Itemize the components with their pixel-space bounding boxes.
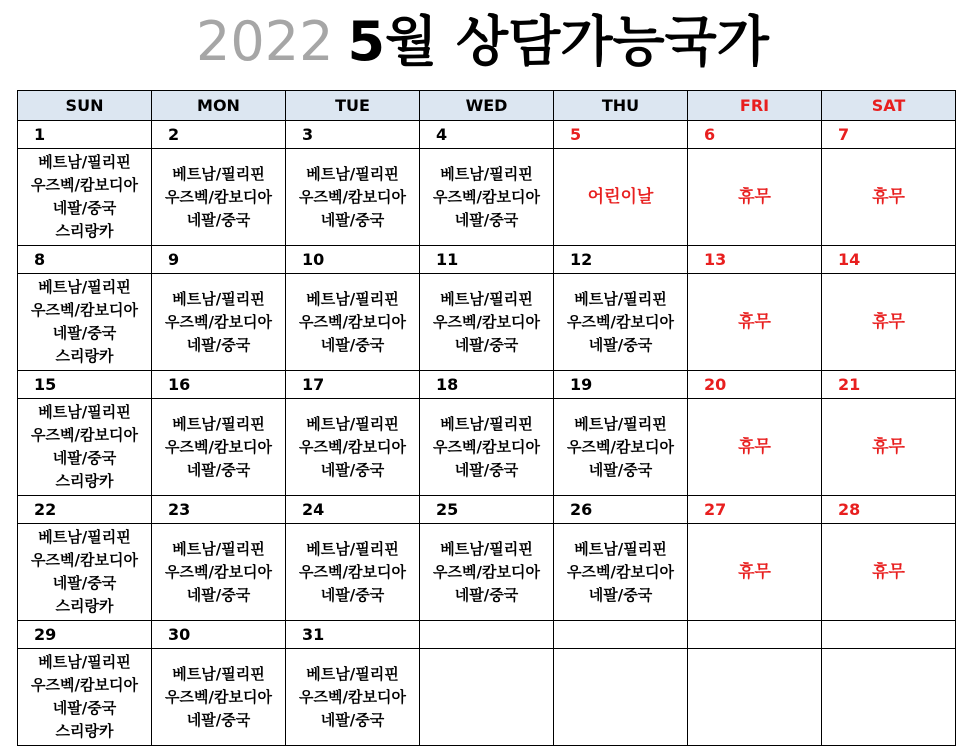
day-cell: [420, 524, 554, 621]
date-number: 31: [286, 621, 420, 649]
date-number: 17: [286, 371, 420, 399]
country-line: 베트남/필리핀: [172, 164, 265, 183]
date-number: 2: [152, 121, 286, 149]
date-number: 6: [688, 121, 822, 149]
day-cell: [18, 274, 152, 371]
country-line: 스리랑카: [55, 472, 114, 490]
country-line: 네팔/중국: [52, 324, 117, 342]
date-number: 23: [152, 496, 286, 524]
date-number: 27: [688, 496, 822, 524]
day-content-row: [18, 399, 956, 496]
day-cell: [152, 649, 286, 746]
date-number: [420, 621, 554, 649]
holiday-label: 휴무: [872, 561, 905, 582]
country-line: 네팔/중국: [320, 460, 385, 479]
holiday-label: 휴무: [872, 311, 905, 332]
date-number: 13: [688, 246, 822, 274]
date-number: 5: [554, 121, 688, 149]
holiday-label: 휴무: [738, 561, 771, 582]
date-number: [688, 621, 822, 649]
country-line: 베트남/필리핀: [38, 653, 131, 671]
day-cell: [18, 524, 152, 621]
country-line: 네팔/중국: [186, 710, 251, 729]
day-cell: [420, 399, 554, 496]
country-line: 우즈벡/캄보디아: [165, 312, 272, 331]
country-line: 네팔/중국: [186, 585, 251, 604]
day-cell: [286, 524, 420, 621]
country-line: 베트남/필리핀: [440, 289, 533, 308]
day-cell: [420, 274, 554, 371]
day-cell: [688, 149, 822, 246]
country-line: 베트남/필리핀: [172, 664, 265, 683]
day-cell: [554, 399, 688, 496]
day-cell: [152, 149, 286, 246]
country-line: 우즈벡/캄보디아: [165, 562, 272, 581]
country-line: 베트남/필리핀: [172, 289, 265, 308]
day-cell: [688, 524, 822, 621]
country-line: 베트남/필리핀: [172, 539, 265, 558]
country-line: 베트남/필리핀: [306, 414, 399, 433]
date-number: 21: [822, 371, 956, 399]
country-line: 우즈벡/캄보디아: [433, 437, 540, 456]
date-number: 25: [420, 496, 554, 524]
country-line: 네팔/중국: [52, 574, 117, 592]
day-cell: [822, 149, 956, 246]
country-line: 베트남/필리핀: [440, 414, 533, 433]
country-line: 우즈벡/캄보디아: [299, 562, 406, 581]
country-line: 네팔/중국: [320, 585, 385, 604]
day-cell: [18, 399, 152, 496]
country-line: 네팔/중국: [52, 199, 117, 217]
day-cell: [152, 524, 286, 621]
country-line: 베트남/필리핀: [440, 164, 533, 183]
country-line: 우즈벡/캄보디아: [165, 687, 272, 706]
holiday-label: 휴무: [872, 436, 905, 457]
date-number: 10: [286, 246, 420, 274]
country-line: 베트남/필리핀: [38, 528, 131, 546]
date-number: 22: [18, 496, 152, 524]
day-cell: [420, 649, 554, 746]
country-line: 스리랑카: [55, 222, 114, 240]
country-line: 우즈벡/캄보디아: [299, 187, 406, 206]
day-cell: [822, 274, 956, 371]
date-number: 12: [554, 246, 688, 274]
date-number: 1: [18, 121, 152, 149]
day-cell: [822, 524, 956, 621]
country-line: 네팔/중국: [186, 335, 251, 354]
weekday-header-fri: FRI: [688, 91, 822, 121]
day-content-row: [18, 274, 956, 371]
country-line: 우즈벡/캄보디아: [567, 312, 674, 331]
country-line: 네팔/중국: [454, 585, 519, 604]
holiday-label: 휴무: [738, 186, 771, 207]
country-line: 우즈벡/캄보디아: [299, 687, 406, 706]
day-cell: [18, 149, 152, 246]
page-title: [0, 8, 965, 76]
country-line: 베트남/필리핀: [574, 539, 667, 558]
country-line: 우즈벡/캄보디아: [299, 437, 406, 456]
date-number: [554, 621, 688, 649]
country-line: 베트남/필리핀: [172, 414, 265, 433]
date-number: 14: [822, 246, 956, 274]
weekday-header-wed: WED: [420, 91, 554, 121]
country-line: 네팔/중국: [588, 460, 653, 479]
day-cell: [554, 649, 688, 746]
date-number: 3: [286, 121, 420, 149]
day-cell: [688, 649, 822, 746]
date-number: 29: [18, 621, 152, 649]
country-line: 네팔/중국: [588, 585, 653, 604]
day-cell: [688, 274, 822, 371]
country-line: 베트남/필리핀: [306, 164, 399, 183]
country-line: 네팔/중국: [588, 335, 653, 354]
date-row: [18, 621, 956, 649]
country-line: 베트남/필리핀: [574, 414, 667, 433]
country-line: 베트남/필리핀: [38, 403, 131, 421]
day-cell: [554, 274, 688, 371]
date-row: [18, 121, 956, 149]
date-number: 20: [688, 371, 822, 399]
country-line: 베트남/필리핀: [574, 289, 667, 308]
day-cell: [286, 149, 420, 246]
country-line: 스리랑카: [55, 722, 114, 740]
day-cell: [286, 399, 420, 496]
date-number: 7: [822, 121, 956, 149]
country-line: 네팔/중국: [320, 710, 385, 729]
weekday-header-sat: SAT: [822, 91, 956, 121]
weekday-header-mon: MON: [152, 91, 286, 121]
country-line: 우즈벡/캄보디아: [433, 562, 540, 581]
day-cell: [688, 399, 822, 496]
title-year: 2022: [196, 10, 334, 73]
country-line: 우즈벡/캄보디아: [299, 312, 406, 331]
holiday-label: 휴무: [738, 311, 771, 332]
country-line: 네팔/중국: [454, 210, 519, 229]
date-number: 18: [420, 371, 554, 399]
country-line: 우즈벡/캄보디아: [567, 437, 674, 456]
day-cell: [554, 524, 688, 621]
country-line: 우즈벡/캄보디아: [165, 187, 272, 206]
date-row: [18, 371, 956, 399]
date-number: 24: [286, 496, 420, 524]
day-content-row: [18, 649, 956, 746]
day-content-row: [18, 149, 956, 246]
date-number: 15: [18, 371, 152, 399]
country-line: 베트남/필리핀: [38, 153, 131, 171]
country-line: 우즈벡/캄보디아: [31, 301, 138, 319]
day-cell: [286, 274, 420, 371]
country-line: 우즈벡/캄보디아: [31, 676, 138, 694]
date-row: [18, 496, 956, 524]
calendar-body: [18, 121, 956, 746]
day-cell: [822, 399, 956, 496]
date-number: 16: [152, 371, 286, 399]
country-line: 네팔/중국: [320, 335, 385, 354]
holiday-label: 어린이날: [587, 186, 654, 207]
country-line: 네팔/중국: [454, 335, 519, 354]
calendar-table: [17, 90, 956, 746]
date-number: 4: [420, 121, 554, 149]
day-cell: [420, 149, 554, 246]
country-line: 네팔/중국: [454, 460, 519, 479]
date-number: 28: [822, 496, 956, 524]
date-number: 9: [152, 246, 286, 274]
country-line: 우즈벡/캄보디아: [31, 426, 138, 444]
country-line: 베트남/필리핀: [306, 664, 399, 683]
date-number: 19: [554, 371, 688, 399]
country-line: 베트남/필리핀: [38, 278, 131, 296]
date-number: 11: [420, 246, 554, 274]
country-line: 네팔/중국: [186, 210, 251, 229]
weekday-header-thu: THU: [554, 91, 688, 121]
country-line: 네팔/중국: [52, 699, 117, 717]
day-cell: [152, 274, 286, 371]
date-number: [822, 621, 956, 649]
country-line: 우즈벡/캄보디아: [165, 437, 272, 456]
country-line: 네팔/중국: [186, 460, 251, 479]
country-line: 네팔/중국: [320, 210, 385, 229]
date-number: 8: [18, 246, 152, 274]
country-line: 우즈벡/캄보디아: [31, 551, 138, 569]
date-number: 26: [554, 496, 688, 524]
country-line: 우즈벡/캄보디아: [31, 176, 138, 194]
day-cell: [18, 649, 152, 746]
country-line: 우즈벡/캄보디아: [433, 312, 540, 331]
weekday-header-row: [18, 91, 956, 121]
day-cell: [822, 649, 956, 746]
weekday-header-sun: SUN: [18, 91, 152, 121]
country-line: 스리랑카: [55, 347, 114, 365]
day-content-row: [18, 524, 956, 621]
country-line: 우즈벡/캄보디아: [567, 562, 674, 581]
country-line: 베트남/필리핀: [440, 539, 533, 558]
date-number: 30: [152, 621, 286, 649]
country-line: 우즈벡/캄보디아: [433, 187, 540, 206]
day-cell: [554, 149, 688, 246]
country-line: 베트남/필리핀: [306, 289, 399, 308]
country-line: 베트남/필리핀: [306, 539, 399, 558]
title-text: 5월 상담가능국가: [347, 10, 769, 73]
day-cell: [152, 399, 286, 496]
holiday-label: 휴무: [872, 186, 905, 207]
holiday-label: 휴무: [738, 436, 771, 457]
day-cell: [286, 649, 420, 746]
weekday-header-tue: TUE: [286, 91, 420, 121]
country-line: 스리랑카: [55, 597, 114, 615]
date-row: [18, 246, 956, 274]
country-line: 네팔/중국: [52, 449, 117, 467]
